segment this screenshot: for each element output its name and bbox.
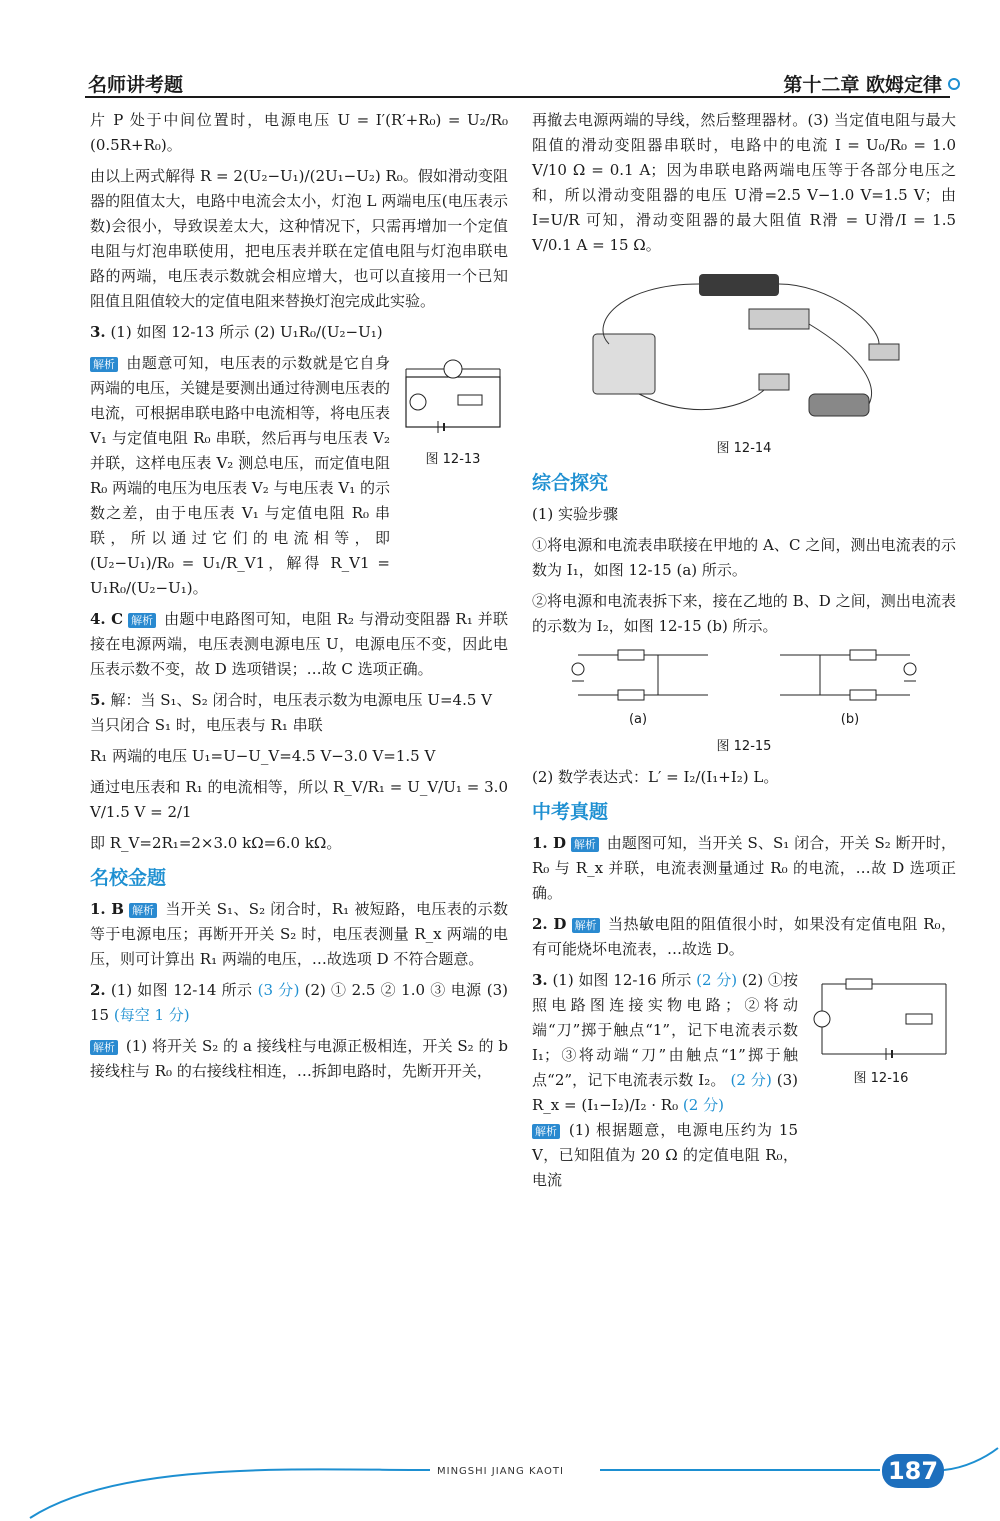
analysis-tag: 解析 (129, 903, 157, 918)
footer-swoosh (0, 1440, 1000, 1521)
answer-text: (1) 如图 12-14 所示 (110, 981, 253, 999)
explanation-block (90, 351, 508, 607)
analysis-tag: 解析 (128, 613, 156, 628)
explanation-text: 由题图可知，当开关 S、S₁ 闭合，开关 S₂ 断开时，R₀ 与 R_x 并联，电流表测量通过 R₀ 的电流，…故 D 选项正确。 (532, 834, 956, 902)
question-number: 2. (90, 981, 106, 999)
answer-item (90, 897, 508, 972)
solution-line: 通过电压表和 R₁ 的电流相等，所以 R_V/R₁ = U_V/U₁ = 3.0 V/1.5 V = 2/1 (90, 778, 508, 821)
figure-caption: 图 12-14 (716, 441, 772, 456)
answer-item (90, 607, 508, 682)
figure-12-16 (806, 974, 956, 1193)
analysis-tag: 解析 (532, 1124, 560, 1139)
analysis-tag: 解析 (571, 837, 599, 852)
section-title: 名校金题 (90, 867, 167, 889)
right-column (532, 108, 956, 1199)
answer-item (90, 688, 508, 856)
paragraph: 片 P 处于中间位置时，电源电压 U = I′(R′+R₀) = U₂/R₀ (0.5R+R₀)。 (90, 111, 508, 154)
answer-text: (2) ① 2.5 ② 1.0 ③ 电源 (3) 15 (90, 981, 508, 1024)
question-number: 1. B (90, 900, 124, 918)
page-header (0, 0, 1000, 96)
question-number: 3. (532, 971, 548, 989)
answer-item (532, 831, 956, 906)
book-brand: 名师讲考题 (88, 74, 184, 96)
explanation-text: (1) 根据题意，电源电压约为 15 V，已知阻值为 20 Ω 的定值电阻 R₀，电流 (532, 1121, 798, 1189)
answer-text: (1) 如图 12-16 所示 (552, 971, 692, 989)
analysis-tag: 解析 (90, 1040, 118, 1055)
paragraph: 由以上两式解得 R = 2(U₂−U₁)/(2U₁−U₂) R₀。假如滑动变阻器的阻值太大，电路中电流会太小，灯泡 L 两端电压(电压表示数)会很小，导致误差太大，这种情况下，只需再增加一个定值电阻与灯泡串联使用，把电压表并联在定值电阻与灯泡串联电路的两端，电压表示数就会相应增大，也可以直接用一个已知阻值且阻值较大的定值电阻来替换灯泡完成此实验。 (90, 167, 508, 310)
answer-block (532, 968, 798, 1193)
figure-caption: 图 12-15 (716, 739, 772, 754)
apparatus-illustration (579, 264, 909, 434)
question-number: 2. D (532, 915, 567, 933)
figure-panel-a (558, 645, 718, 732)
page-footer (0, 1440, 1000, 1521)
solution-line: 即 R_V=2R₁=2×3.0 kΩ=6.0 kΩ。 (90, 834, 342, 852)
circuit-diagram (398, 357, 508, 445)
paragraph: 再撤去电源两端的导线，然后整理器材。(3) 当定值电阻与最大阻值的滑动变阻器串联时，电路中的电流 I = U₀/R₀ = 1.0 V/10 Ω = 0.1 A；因为串联电路两端电压等于各部分电压之和，所以滑动变阻器的电压 U滑=2.5 V−1.0 V=1.5 V；由 I=U/R 可知，滑动变阻器的最大阻值 R滑 = U滑/I = 1.5 V/0.1 A = 15 Ω。 (532, 111, 956, 254)
figure-panel-b (770, 645, 930, 732)
circuit-diagram (806, 974, 956, 1064)
chapter-title: 第十二章 欧姆定律 (783, 74, 942, 96)
formula-line: (2) 数学表达式：L′ = I₂/(I₁+I₂) L。 (532, 768, 779, 786)
footer-text: MINGSHI JIANG KAOTI (437, 1466, 564, 1477)
solution-line: R₁ 两端的电压 U₁=U−U_V=4.5 V−3.0 V=1.5 V (90, 747, 436, 765)
figure-12-13 (398, 357, 508, 601)
step-line: ②将电源和电流表拆下来，接在乙地的 B、D 之间，测出电流表的示数为 I₂，如图 12-15 (b) 所示。 (532, 592, 956, 635)
answer-item (90, 978, 508, 1028)
explanation (90, 351, 390, 601)
score-note: (2 分) (730, 1071, 772, 1089)
question-number: 1. D (532, 834, 566, 852)
question-number: 5. (90, 691, 106, 709)
solution-line: 当只闭合 S₁ 时，电压表与 R₁ 串联 (90, 716, 323, 734)
answer-text: (2) ①按照电路图连接实物电路；②将动端“刀”掷于触点“1”，记下电流表示数 I₁；③将动端“刀”由触点“1”掷于触点“2”，记下电流表示数 I₂。 (532, 971, 798, 1089)
circuit-diagram (770, 645, 930, 705)
answer-text: (3) R_x = (I₁−I₂)/I₂ · R₀ (532, 1071, 798, 1114)
explanation-text: 当开关 S₁、S₂ 闭合时，R₁ 被短路，电压表的示数等于电源电压；再断开开关 S₂ 时，电压表测量 R_x 两端的电压，则可计算出 R₁ 两端的电压，…故选项 D 不符合题意。 (90, 900, 508, 968)
explanation-text: 当热敏电阻的阻值很小时，如果没有定值电阻 R₀，有可能烧坏电流表，…故选 D。 (532, 915, 957, 958)
answer-item (532, 912, 956, 962)
figure-12-14 (532, 264, 956, 461)
answer-item (90, 320, 508, 345)
analysis-tag: 解析 (90, 357, 118, 372)
section-title: 中考真题 (532, 801, 609, 823)
explanation-text: 由题中电路图可知，电阻 R₂ 与滑动变阻器 R₁ 并联接在电源两端，电压表测电源电压 U，电源电压不变，因此电压表示数不变，故 D 选项错误；…故 C 选项正确。 (90, 610, 508, 678)
explanation-text: 由题意可知，电压表的示数就是它自身两端的电压，关键是要测出通过待测电压表的电流，可根据串联电路中电流相等，将电压表 V₁ 与定值电阻 R₀ 串联，然后再与电压表 V₂ 并联，这样电压表 V₂ 测总电压，而定值电阻 R₀ 两端的电压为电压表 V₂ 与电压表 V₁ 的示数之差，由于电压表 V₁ 与定值电阻 R₀ 串联，所以通过它们的电流相等，即 (U₂−U₁)/R₀ = U₁/R_V1，解得 R_V1 = U₁R₀/(U₂−U₁)。 (90, 354, 391, 597)
solution-line: 解：当 S₁、S₂ 闭合时，电压表示数为电源电压 U=4.5 V (110, 691, 493, 709)
step-line: (1) 实验步骤 (532, 505, 619, 523)
section-title: 综合探究 (532, 472, 609, 494)
question-number: 4. C (90, 610, 124, 628)
score-note: (每空 1 分) (113, 1006, 190, 1024)
answer-item (532, 968, 956, 1199)
header-rule (85, 96, 950, 98)
circuit-diagram (558, 645, 718, 705)
panel-label: (a) (628, 712, 648, 727)
analysis-tag: 解析 (572, 918, 600, 933)
score-note: (2 分) (682, 1096, 724, 1114)
score-note: (3 分) (257, 981, 300, 999)
step-line: ①将电源和电流表串联接在甲地的 A、C 之间，测出电流表的示数为 I₁，如图 12-15 (a) 所示。 (532, 536, 956, 579)
page-number: 187 (882, 1454, 944, 1488)
score-note: (2 分) (696, 971, 738, 989)
figure-caption: 图 12-13 (425, 452, 481, 467)
question-number: 3. (90, 323, 106, 341)
explanation-text: (1) 将开关 S₂ 的 a 接线柱与电源正极相连，开关 S₂ 的 b 接线柱与 R₀ 的右接线柱相连，…拆卸电路时，先断开开关， (90, 1037, 508, 1080)
figure-12-15 (532, 645, 956, 759)
left-column (90, 108, 508, 1090)
panel-label: (b) (840, 712, 860, 727)
circle-icon (948, 78, 960, 90)
answer-text: (1) 如图 12-13 所示 (2) U₁R₀/(U₂−U₁) (110, 323, 383, 341)
explanation (90, 1034, 508, 1084)
figure-caption: 图 12-16 (853, 1071, 909, 1086)
